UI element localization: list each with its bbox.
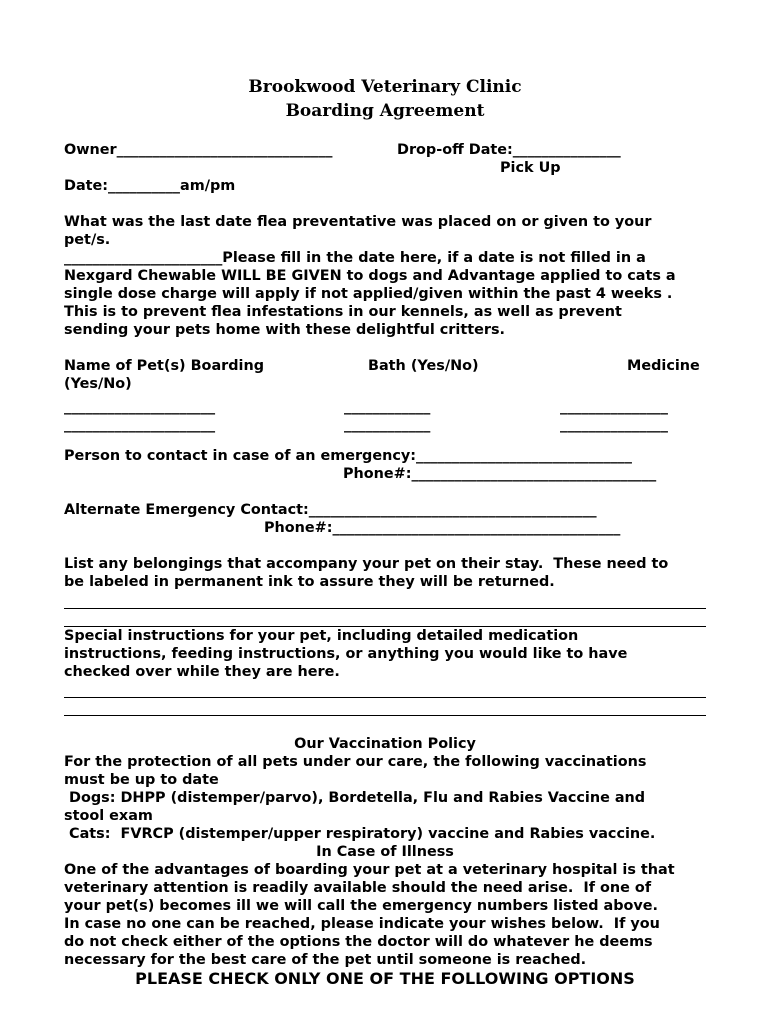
special-text-line: checked over while they are here.	[64, 664, 340, 680]
special-blank-line[interactable]	[64, 715, 706, 716]
flea-text-line: sending your pets home with these delightful critters.	[64, 322, 505, 338]
special-text-line: Special instructions for your pet, including detailed medication	[64, 628, 579, 644]
pickup-label: Pick Up	[500, 160, 561, 176]
special-text-line: instructions, feeding instructions, or anything you would like to have	[64, 646, 628, 662]
illness-text-line: veterinary attention is readily available should the need arise. If one of	[64, 880, 652, 896]
owner-field[interactable]: Owner______________________________	[64, 142, 333, 158]
illness-text-line: necessary for the best care of the pet until someone is reached.	[64, 952, 587, 968]
col-medicine-cont: (Yes/No)	[64, 376, 132, 392]
emergency-contact-field[interactable]: Person to contact in case of an emergency:______________________________	[64, 448, 632, 464]
illness-text-line: your pet(s) becomes ill we will call the emergency numbers listed above.	[64, 898, 659, 914]
vaccination-heading: Our Vaccination Policy	[294, 736, 476, 752]
pet-name-field[interactable]: _____________________	[64, 399, 216, 415]
flea-text-line: pet/s.	[64, 232, 111, 248]
clinic-name: Brookwood Veterinary Clinic	[248, 77, 522, 97]
col-bath: Bath (Yes/No)	[368, 358, 479, 374]
belongings-blank-line[interactable]	[64, 608, 706, 609]
vaccination-text-line: must be up to date	[64, 772, 219, 788]
illness-text-line: do not check either of the options the doctor will do whatever he deems	[64, 934, 653, 950]
vaccination-text-line: Cats: FVRCP (distemper/upper respiratory) vaccine and Rabies vaccine.	[64, 826, 656, 842]
alternate-phone-field[interactable]: Phone#:________________________________________	[264, 520, 621, 536]
flea-text-line: Nexgard Chewable WILL BE GIVEN to dogs and Advantage applied to cats a	[64, 268, 676, 284]
col-medicine: Medicine	[627, 358, 700, 374]
alternate-contact-field[interactable]: Alternate Emergency Contact:________________________________________	[64, 502, 597, 518]
col-pet-name: Name of Pet(s) Boarding	[64, 358, 265, 374]
belongings-text-line: be labeled in permanent ink to assure they will be returned.	[64, 574, 555, 590]
pickup-date-field[interactable]: Date:__________am/pm	[64, 178, 236, 194]
pet-name-field[interactable]: _____________________	[64, 417, 216, 433]
pet-bath-field[interactable]: ____________	[344, 417, 431, 433]
flea-text-line: single dose charge will apply if not applied/given within the past 4 weeks .	[64, 286, 673, 302]
illness-text-line: In case no one can be reached, please indicate your wishes below. If you	[64, 916, 660, 932]
vaccination-text-line: For the protection of all pets under our care, the following vaccinations	[64, 754, 647, 770]
vaccination-text-line: stool exam	[64, 808, 153, 824]
belongings-text-line: List any belongings that accompany your pet on their stay. These need to	[64, 556, 669, 572]
flea-date-field[interactable]: ______________________Please fill in the date here, if a date is not filled in a	[64, 250, 646, 266]
flea-text-line: This is to prevent flea infestations in our kennels, as well as prevent	[64, 304, 622, 320]
document-title: Boarding Agreement	[285, 101, 485, 121]
options-heading: PLEASE CHECK ONLY ONE OF THE FOLLOWING OPTIONS	[135, 969, 635, 988]
pet-medicine-field[interactable]: _______________	[560, 417, 668, 433]
special-blank-line[interactable]	[64, 697, 706, 698]
pet-bath-field[interactable]: ____________	[344, 399, 431, 415]
emergency-phone-field[interactable]: Phone#:__________________________________	[343, 466, 657, 482]
vaccination-text-line: Dogs: DHPP (distemper/parvo), Bordetella, Flu and Rabies Vaccine and	[64, 790, 646, 806]
dropoff-date-field[interactable]: Drop-off Date:_______________	[397, 142, 621, 158]
pet-medicine-field[interactable]: _______________	[560, 399, 668, 415]
illness-text-line: One of the advantages of boarding your pet at a veterinary hospital is that	[64, 862, 675, 878]
illness-heading: In Case of Illness	[316, 844, 454, 860]
flea-text-line: What was the last date flea preventative was placed on or given to your	[64, 214, 652, 230]
